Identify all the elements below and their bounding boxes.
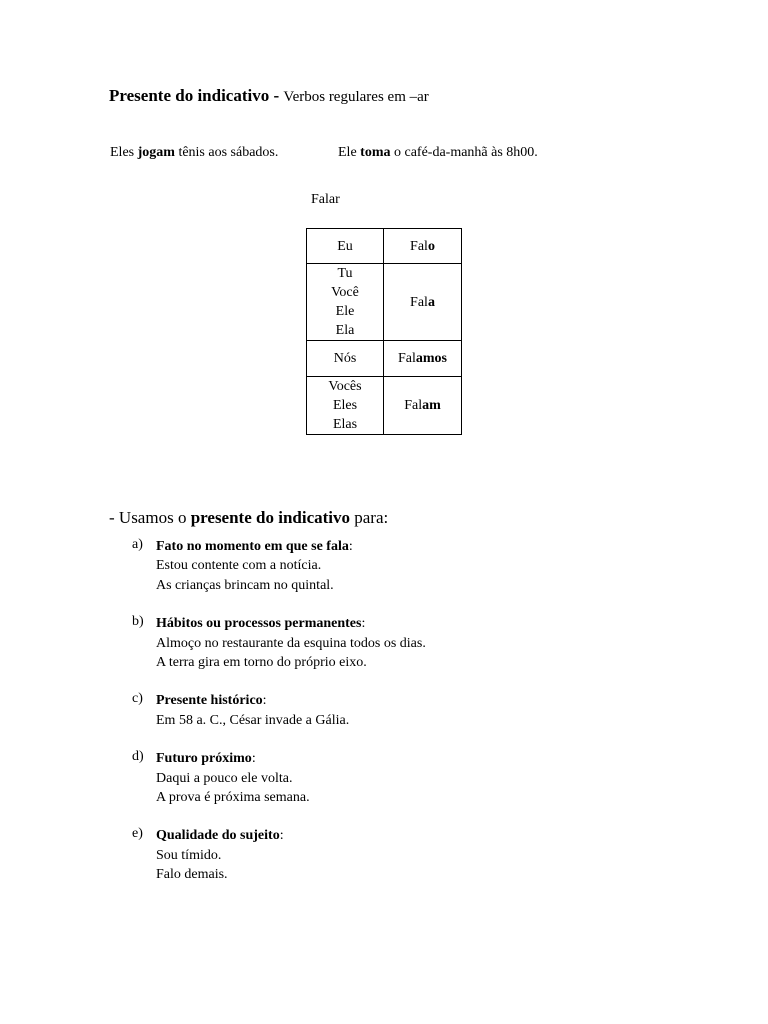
usage-example: A terra gira em torno do próprio eixo. [156,655,367,671]
usage-intro-text: para: [350,508,389,527]
pronoun: Eu [337,238,353,254]
verb-stem: Fal [410,294,428,310]
table-row [307,341,462,377]
usage-example: As crianças brincam no quintal. [156,577,334,593]
title-subtitle: Verbos regulares em –ar [283,89,429,105]
usage-item: d) Futuro próximo: Daqui a pouco ele volta. A prova é próxima semana. [132,749,692,807]
usage-example: Estou contente com a notícia. [156,558,322,574]
verb-heading: Falar [311,192,340,207]
example-text: o café-da-manhã às 8h00. [390,145,538,160]
form-cell [384,341,462,377]
verb-stem: Fal [397,351,416,366]
verb-ending: a [427,294,435,310]
usage-item-label: Fato no momento em que se fala [156,539,349,554]
usage-intro-text: - Usamos o [109,508,191,527]
table-row [307,377,462,435]
verb-ending: o [427,238,435,254]
pronoun-cell [307,377,384,435]
usage-list [132,537,692,904]
example-verb: toma [360,145,391,160]
usage-example: A prova é próxima semana. [156,790,310,806]
form-cell [384,264,462,341]
usage-item-letter: e) [132,826,143,842]
usage-item-label: Futuro próximo [156,751,252,767]
example-verb: jogam [137,145,175,160]
pronoun: Elas [332,417,358,432]
verb-ending: am [422,398,441,413]
usage-item-letter: b) [132,614,144,630]
pronoun: Tu [337,266,353,281]
usage-example: Em 58 a. C., César invade a Gália. [156,712,350,728]
verb-stem: Fal [410,238,428,254]
table-row [307,264,462,341]
form-cell [384,229,462,264]
pronoun: Eles [332,398,358,413]
usage-item-letter: a) [132,537,143,552]
usage-example: Daqui a pouco ele volta. [156,770,293,786]
example-text: tênis aos sábados. [174,145,279,160]
usage-intro-bold: presente do indicativo [190,508,351,527]
usage-item-label: Hábitos ou processos permanentes [156,616,362,632]
verb-ending: amos [415,351,447,366]
example-sentence-2 [338,145,538,161]
form-cell [384,377,462,435]
pronoun-cell [307,229,384,264]
usage-item-letter: d) [132,749,144,765]
page-title [109,86,429,106]
example-text: Eles [110,145,138,160]
usage-item: e) Qualidade do sujeito: Sou tímido. Falo demais. [132,826,692,884]
pronoun-cell [307,341,384,377]
pronoun: Ele [335,304,355,319]
pronoun-cell [307,264,384,341]
pronoun: Ela [335,323,355,338]
usage-item-label: Qualidade do sujeito [156,828,280,844]
usage-example: Almoço no restaurante da esquina todos os dias. [156,635,426,651]
usage-example: Sou tímido. [156,847,222,863]
usage-example: Falo demais. [156,867,228,883]
usage-item: c) Presente histórico: Em 58 a. C., César invade a Gália. [132,691,692,730]
usage-item-label: Presente histórico [156,693,263,709]
example-sentence-1 [110,145,278,161]
pronoun: Você [331,285,359,300]
usage-item-letter: c) [132,691,143,707]
verb-stem: Fal [404,398,423,413]
usage-item: a) Fato no momento em que se fala: Estou contente com a notícia. As crianças brincam no quintal. [132,537,692,595]
pronoun: Nós [333,351,357,366]
title-bold: Presente do indicativo - [109,86,284,105]
conjugation-table [306,228,462,435]
usage-intro [109,508,388,528]
pronoun: Vocês [328,379,362,394]
example-text: Ele [338,145,361,160]
table-row [307,229,462,264]
usage-item: b) Hábitos ou processos permanentes: Almoço no restaurante da esquina todos os dias. A terra gira em torno do próprio eixo. [132,614,692,672]
